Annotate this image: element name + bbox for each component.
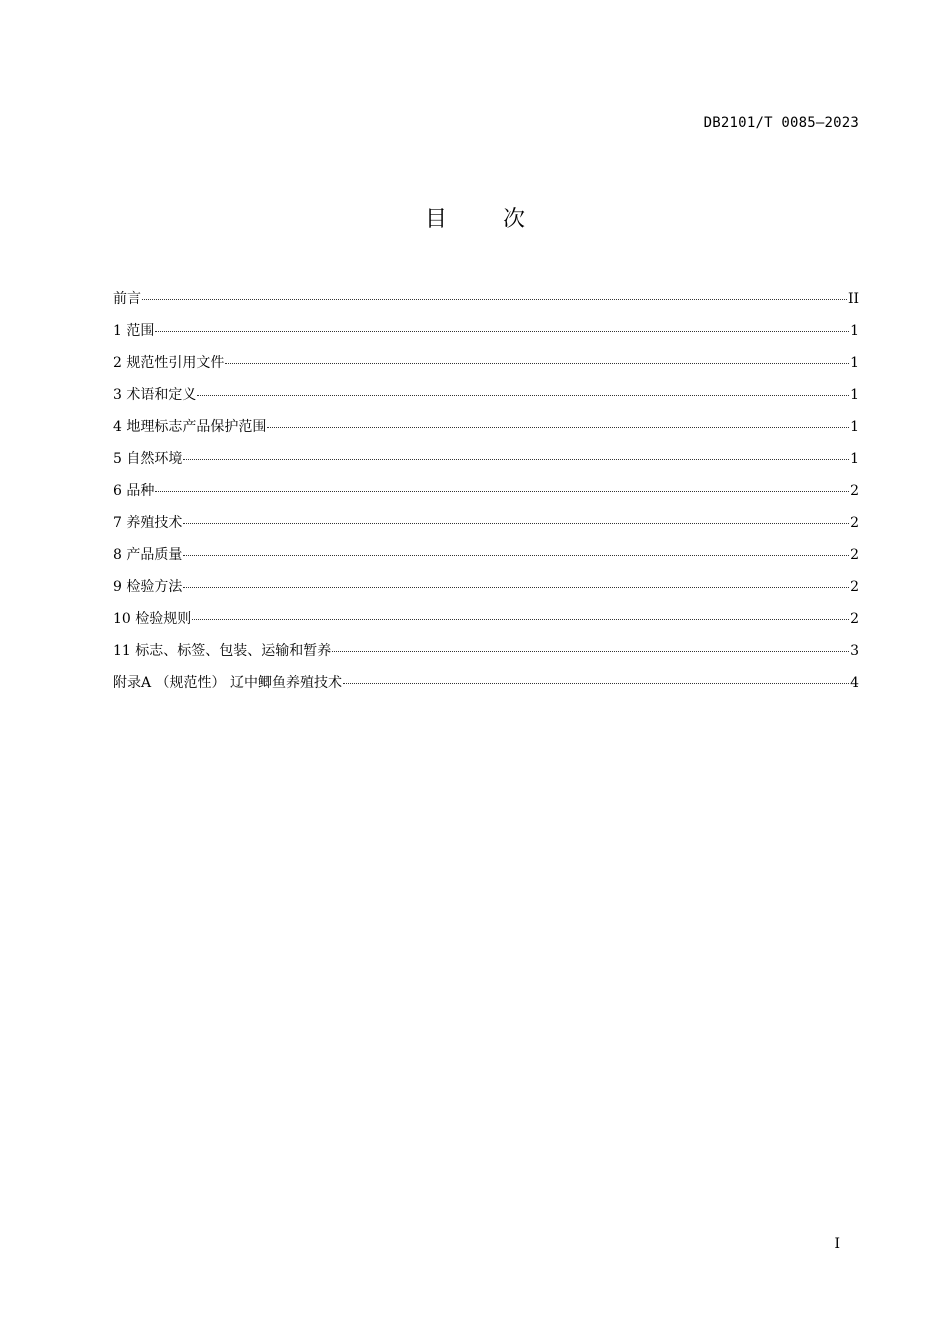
page-number: I bbox=[834, 1236, 840, 1252]
toc-entry-page: 2 bbox=[850, 547, 859, 563]
toc-entry-product-quality[interactable] bbox=[113, 544, 859, 576]
toc-entry-page: 4 bbox=[850, 675, 859, 691]
toc-entry-appendix-a[interactable] bbox=[113, 672, 859, 704]
toc-entry-label: 9 检验方法 bbox=[113, 579, 183, 595]
toc-entry-page: 2 bbox=[850, 515, 859, 531]
toc-entry-page: 2 bbox=[850, 611, 859, 627]
toc-entry-label: 3 术语和定义 bbox=[113, 387, 197, 403]
table-of-contents bbox=[113, 288, 859, 704]
toc-entry-label: 4 地理标志产品保护范围 bbox=[113, 419, 267, 435]
toc-entry-variety[interactable] bbox=[113, 480, 859, 512]
toc-leader-dots bbox=[183, 523, 849, 524]
toc-leader-dots bbox=[155, 491, 849, 492]
page-title: 目次 bbox=[424, 207, 581, 232]
standard-code: DB2101/T 0085—2023 bbox=[703, 115, 859, 131]
toc-entry-page: 1 bbox=[850, 451, 859, 467]
toc-entry-label: 5 自然环境 bbox=[113, 451, 183, 467]
toc-entry-page: 1 bbox=[850, 419, 859, 435]
toc-entry-label: 7 养殖技术 bbox=[113, 515, 183, 531]
toc-entry-marking-packaging[interactable] bbox=[113, 640, 859, 672]
toc-leader-dots bbox=[142, 299, 847, 300]
toc-leader-dots bbox=[192, 619, 849, 620]
toc-entry-test-methods[interactable] bbox=[113, 576, 859, 608]
toc-leader-dots bbox=[267, 427, 849, 428]
toc-entry-page: II bbox=[847, 291, 859, 307]
toc-entry-label: 1 范围 bbox=[113, 323, 155, 339]
toc-entry-protection-scope[interactable] bbox=[113, 416, 859, 448]
toc-entry-page: 2 bbox=[850, 483, 859, 499]
toc-leader-dots bbox=[225, 363, 849, 364]
toc-entry-label: 附录A （规范性） 辽中鲫鱼养殖技术 bbox=[113, 675, 343, 691]
toc-entry-label: 2 规范性引用文件 bbox=[113, 355, 225, 371]
toc-entry-foreword[interactable] bbox=[113, 288, 859, 320]
toc-entry-inspection-rules[interactable] bbox=[113, 608, 859, 640]
toc-entry-page: 1 bbox=[850, 355, 859, 371]
toc-leader-dots bbox=[183, 555, 849, 556]
toc-leader-dots bbox=[343, 683, 849, 684]
toc-leader-dots bbox=[332, 651, 849, 652]
toc-entry-label: 10 检验规则 bbox=[113, 611, 192, 627]
toc-entry-label: 8 产品质量 bbox=[113, 547, 183, 563]
toc-entry-normative-references[interactable] bbox=[113, 352, 859, 384]
toc-entry-page: 2 bbox=[850, 579, 859, 595]
toc-leader-dots bbox=[183, 587, 849, 588]
toc-entry-page: 1 bbox=[850, 323, 859, 339]
toc-entry-page: 3 bbox=[850, 643, 859, 659]
toc-entry-breeding-technology[interactable] bbox=[113, 512, 859, 544]
toc-entry-label: 前言 bbox=[113, 291, 141, 307]
toc-entry-natural-environment[interactable] bbox=[113, 448, 859, 480]
toc-leader-dots bbox=[155, 331, 849, 332]
toc-leader-dots bbox=[197, 395, 849, 396]
toc-entry-scope[interactable] bbox=[113, 320, 859, 352]
toc-entry-label: 11 标志、标签、包装、运输和暂养 bbox=[113, 643, 332, 659]
toc-entry-label: 6 品种 bbox=[113, 483, 155, 499]
toc-entry-page: 1 bbox=[850, 387, 859, 403]
toc-entry-terms-definitions[interactable] bbox=[113, 384, 859, 416]
toc-leader-dots bbox=[183, 459, 849, 460]
